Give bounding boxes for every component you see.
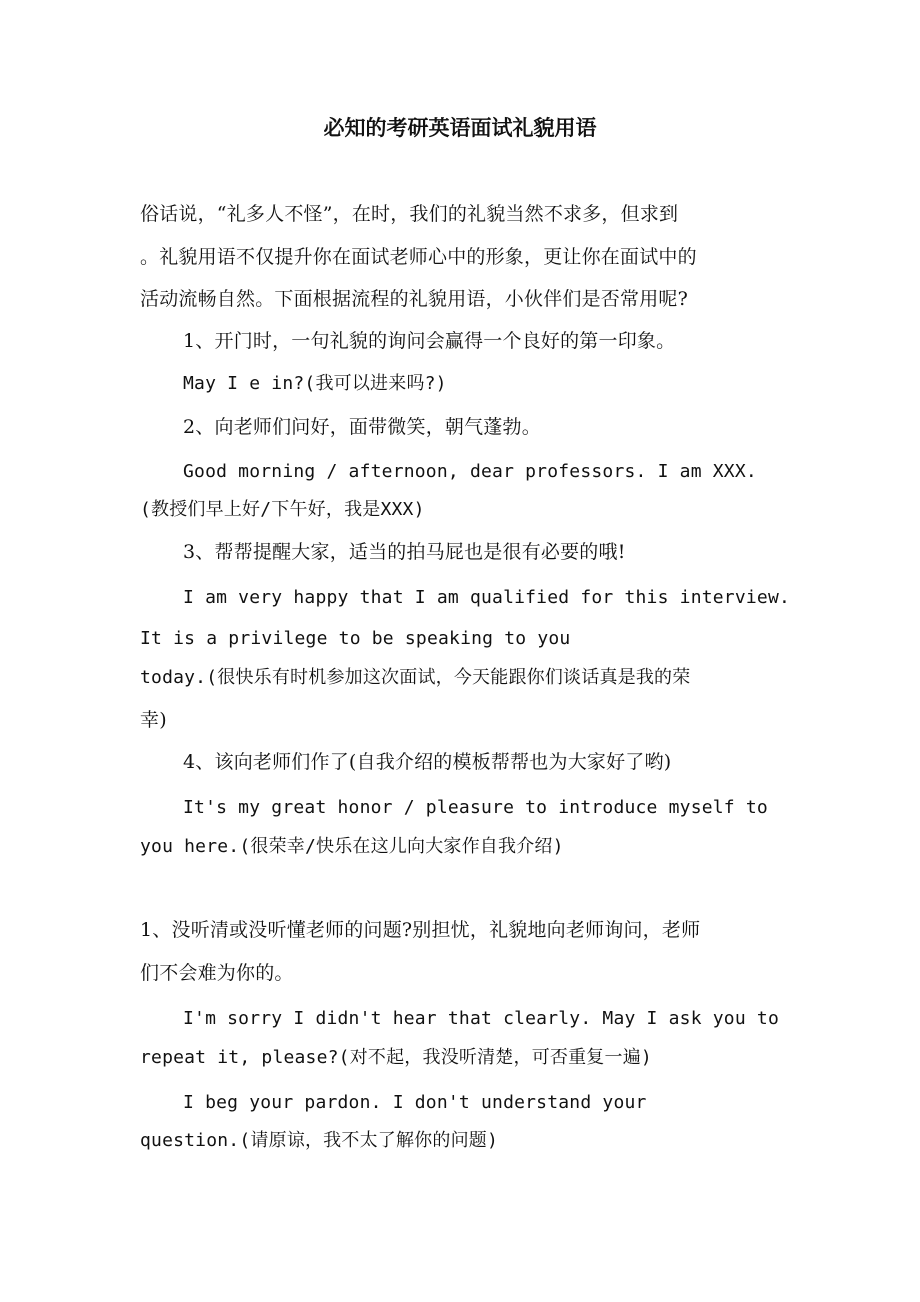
section-2-english-2-line-1: I beg your pardon. I don't understand your xyxy=(183,1092,647,1113)
page-title: 必知的考研英语面试礼貌用语 xyxy=(323,115,597,140)
intro-line-3: 活动流畅自然。下面根据流程的礼貌用语，小伙伴们是否常用呢? xyxy=(140,288,688,310)
section-2-english-2-line-2: question.(请原谅，我不太了解你的问题) xyxy=(140,1130,499,1151)
step-3-english-line-4: 幸) xyxy=(140,709,167,731)
section-2-item-1-line-2: 们不会难为你的。 xyxy=(140,962,294,984)
section-2-item-1-line-1: 1、没听清或没听懂老师的问题?别担忧，礼貌地向老师询问，老师 xyxy=(140,919,701,941)
step-2-english-line-2: (教授们早上好/下午好，我是XXX) xyxy=(140,499,425,520)
step-3: 3、帮帮提醒大家，适当的拍马屁也是很有必要的哦! xyxy=(183,541,626,563)
section-2-english-1-line-1: I'm sorry I didn't hear that clearly. May I ask you to xyxy=(183,1008,779,1029)
intro-line-1: 俗话说，“礼多人不怪”，在时，我们的礼貌当然不求多，但求到 xyxy=(140,203,679,225)
step-2: 2、向老师们问好，面带微笑，朝气蓬勃。 xyxy=(183,416,541,438)
step-3-english-line-1: I am very happy that I am qualified for this interview. xyxy=(183,587,791,608)
step-4: 4、该向老师们作了(自我介绍的模板帮帮也为大家好了哟) xyxy=(183,751,672,773)
step-1-english: May I e in?(我可以进来吗?) xyxy=(183,373,447,394)
step-2-english-line-1: Good morning / afternoon, dear professors. I am XXX. xyxy=(183,461,757,482)
step-3-english-line-3: today.(很快乐有时机参加这次面试，今天能跟你们谈话真是我的荣 xyxy=(140,667,691,688)
step-4-english-line-2: you here.(很荣幸/快乐在这儿向大家作自我介绍) xyxy=(140,836,564,857)
section-2-english-1-line-2: repeat it, please?(对不起，我没听清楚，可否重复一遍) xyxy=(140,1047,652,1068)
step-4-english-line-1: It's my great honor / pleasure to introduce myself to xyxy=(183,797,768,818)
intro-line-2: 。礼貌用语不仅提升你在面试老师心中的形象，更让你在面试中的 xyxy=(140,246,697,268)
step-3-english-line-2: It is a privilege to be speaking to you xyxy=(140,628,571,649)
step-1: 1、开门时，一句礼貌的询问会赢得一个良好的第一印象。 xyxy=(183,330,676,352)
